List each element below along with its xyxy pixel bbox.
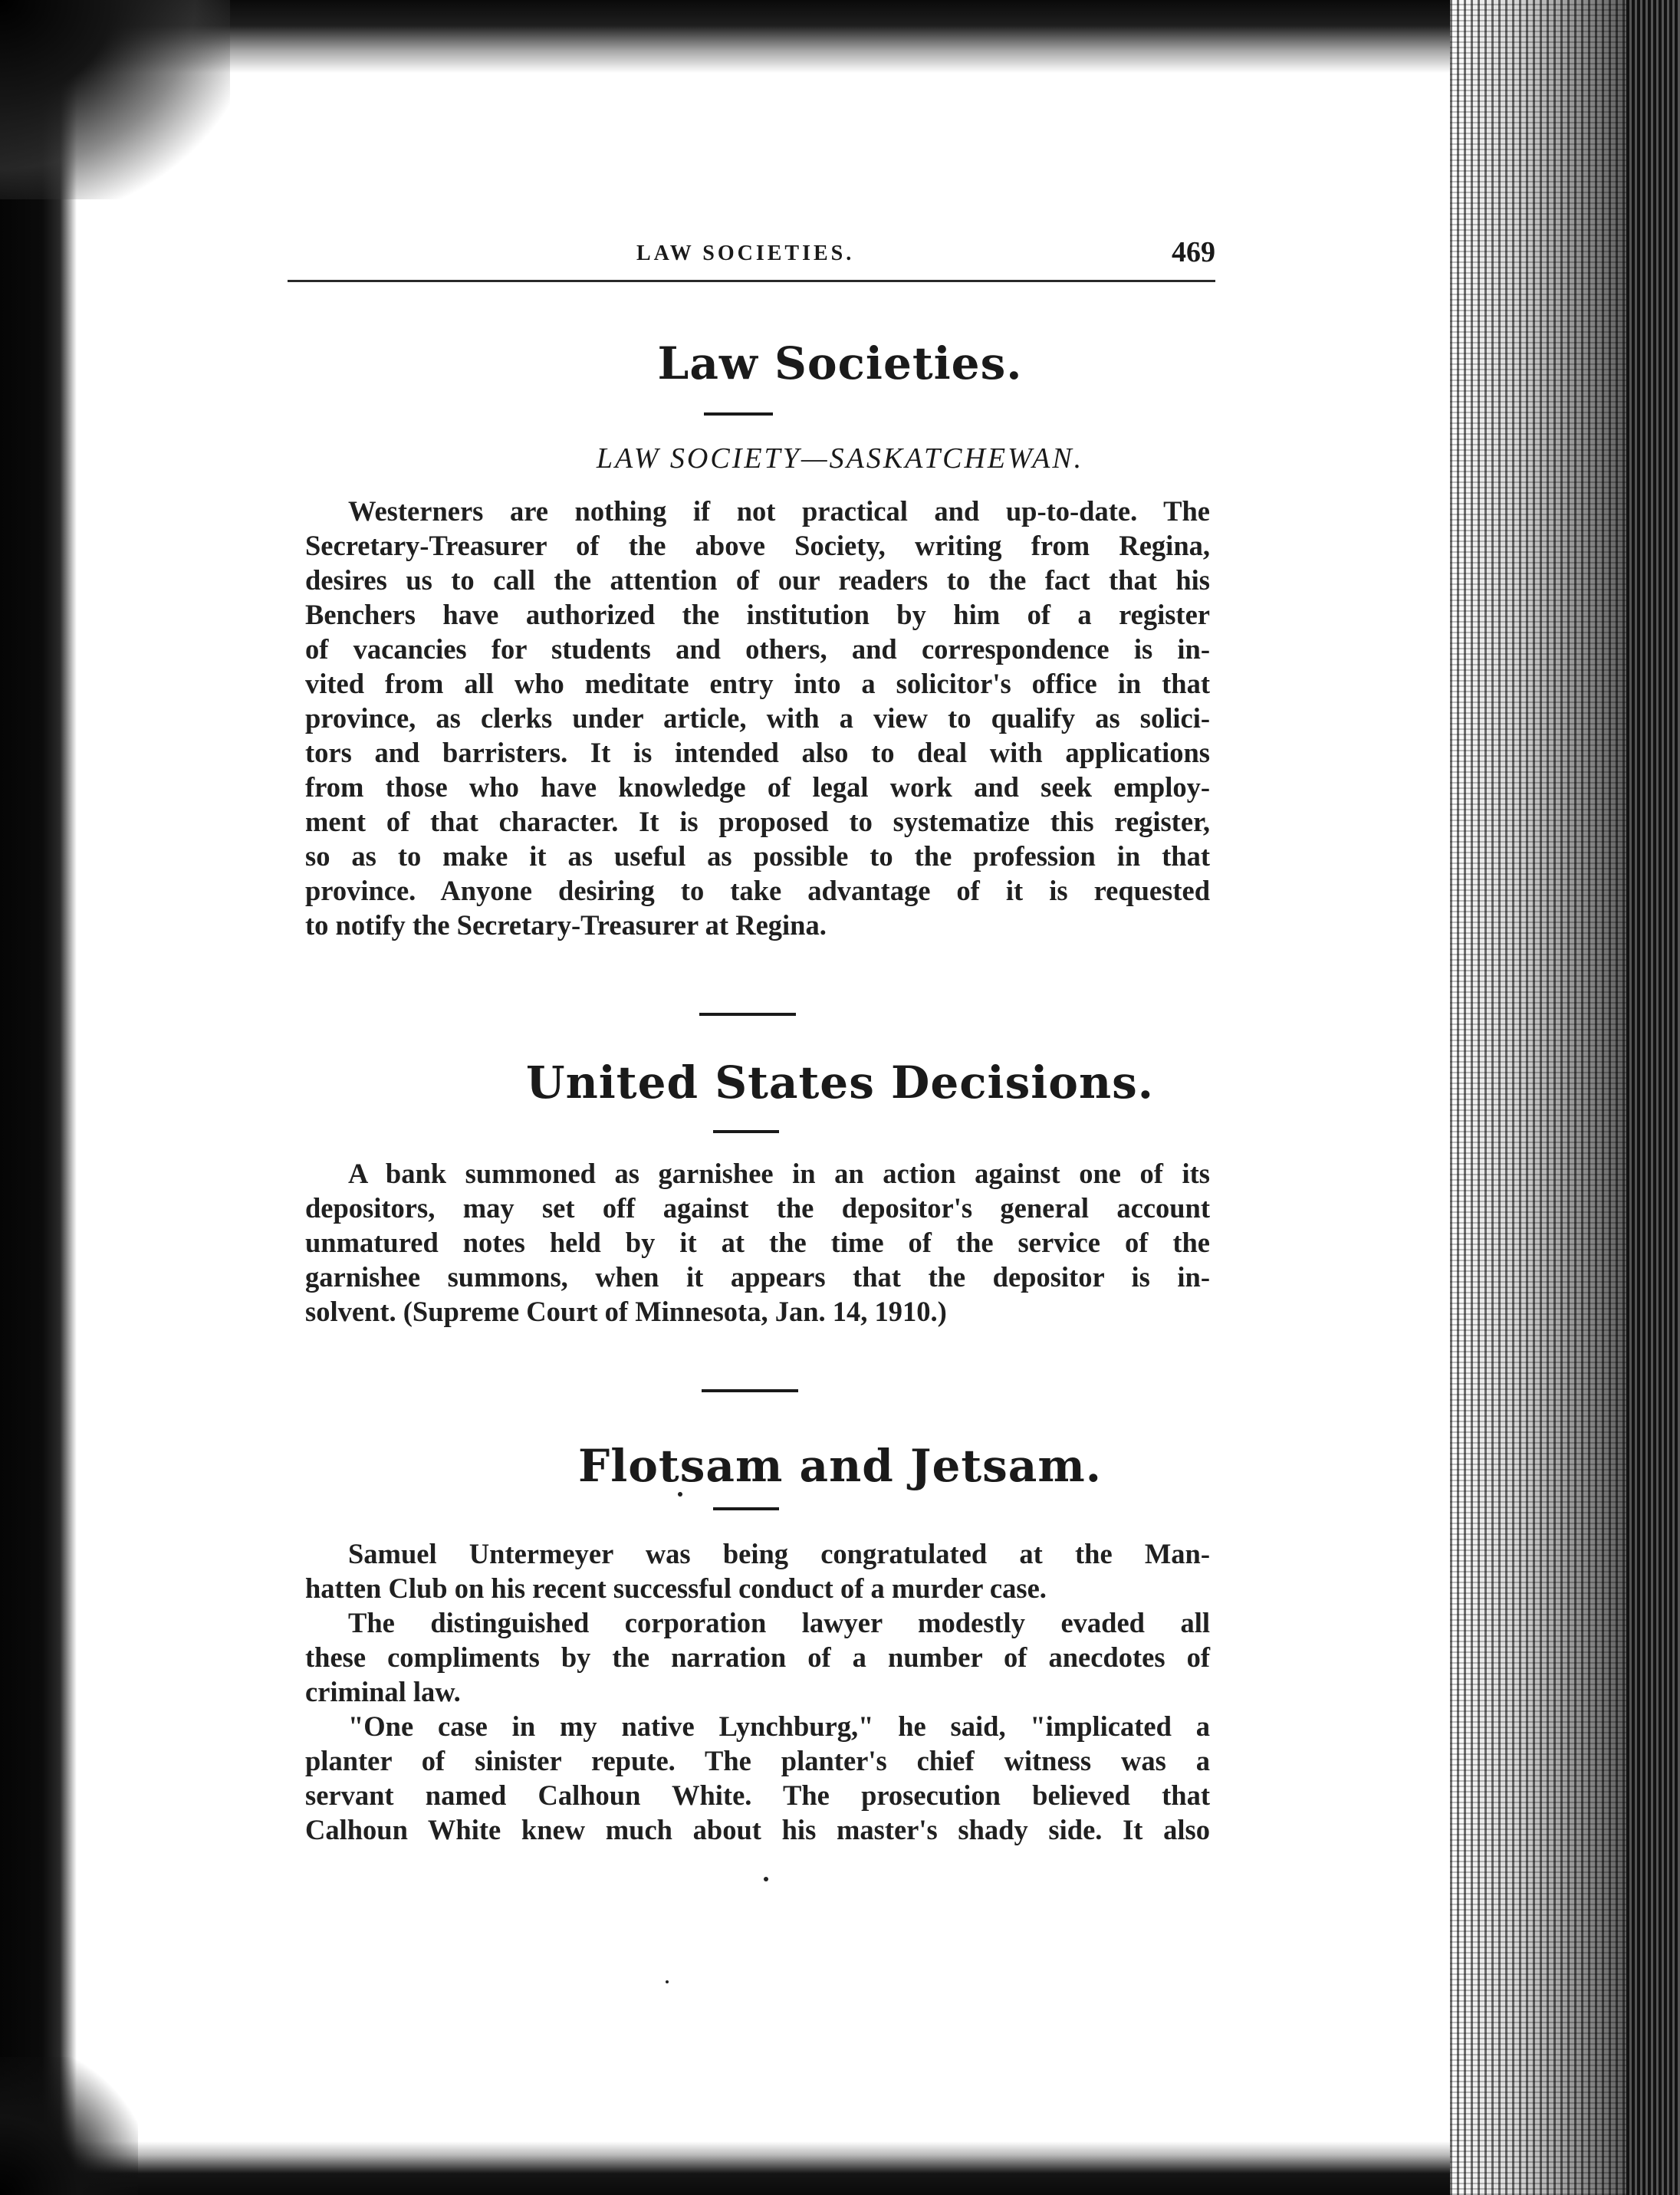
text-line: hatten Club on his recent successful conduct of a murder case. (305, 1572, 1047, 1604)
running-head-title: LAW SOCIETIES. (636, 242, 855, 265)
text-line: from those who have knowledge of legal work and seek employ- (305, 771, 1210, 803)
text-line: The distinguished corporation lawyer modestly evaded all (348, 1607, 1210, 1638)
text-line: Secretary-Treasurer of the above Society, writing from Regina, (305, 530, 1210, 561)
text-line: planter of sinister repute. The planter's chief witness was a (305, 1745, 1210, 1776)
section-title-united-states-decisions: United States Decisions. (526, 1056, 1154, 1109)
section-divider (704, 412, 773, 416)
paragraph-law-society (305, 494, 1210, 942)
text-line: A bank summoned as garnishee in an action against one of its (348, 1158, 1210, 1189)
text-line: of vacancies for students and others, and correspondence is in- (305, 633, 1210, 665)
text-line: desires us to call the attention of our readers to the fact that his (305, 564, 1210, 596)
text-line: Samuel Untermeyer was being congratulated at the Man- (348, 1538, 1210, 1569)
text-line: vited from all who meditate entry into a solicitor's office in that (305, 668, 1210, 699)
section-divider (702, 1389, 798, 1392)
paragraph-us-decisions (305, 1156, 1210, 1329)
text-line: province, as clerks under article, with a view to qualify as solici- (305, 702, 1210, 734)
text-line: unmatured notes held by it at the time of the service of the (305, 1227, 1210, 1258)
ink-speck (764, 1877, 768, 1881)
scan-corner-top-left (0, 0, 230, 199)
section-title-flotsam-and-jetsam: Flotsam and Jetsam. (578, 1440, 1102, 1492)
text-line: these compliments by the narration of a number of anecdotes of (305, 1641, 1210, 1673)
text-line: Westerners are nothing if not practical and up-to-date. The (348, 495, 1210, 527)
text-line: so as to make it as useful as possible to the profession in that (305, 840, 1210, 872)
text-line: garnishee summons, when it appears that the depositor is in- (305, 1261, 1210, 1293)
text-line: "One case in my native Lynchburg," he said, "implicated a (348, 1710, 1210, 1742)
text-line: servant named Calhoun White. The prosecution believed that (305, 1779, 1210, 1811)
text-line: Benchers have authorized the institution by him of a register (305, 599, 1210, 630)
section-divider (699, 1013, 796, 1016)
header-rule (288, 280, 1215, 282)
text-line: tors and barristers. It is intended also to deal with applications (305, 737, 1210, 768)
text-line: ment of that character. It is proposed to systematize this register, (305, 806, 1210, 837)
running-header (288, 236, 1215, 280)
ink-speck (678, 1492, 682, 1497)
section-title-law-societies: Law Societies. (657, 337, 1023, 389)
paragraph-flotsam (305, 1536, 1210, 1847)
text-line: depositors, may set off against the depositor's general account (305, 1192, 1210, 1224)
scan-corner-bottom-left (0, 2057, 138, 2195)
text-line: to notify the Secretary-Treasurer at Regina. (305, 909, 827, 941)
section-divider (713, 1507, 779, 1510)
section-subtitle-saskatchewan: LAW SOCIETY—SASKATCHEWAN. (596, 442, 1084, 475)
ink-speck (666, 1980, 669, 1983)
text-line: province. Anyone desiring to take advantage of it is requested (305, 875, 1210, 906)
section-divider (713, 1130, 779, 1133)
text-line: criminal law. (305, 1676, 461, 1707)
page-number: 469 (1172, 236, 1215, 268)
scan-shadow-bottom (0, 2141, 1457, 2195)
text-line: Calhoun White knew much about his master's shady side. It also (305, 1814, 1210, 1845)
text-line: solvent. (Supreme Court of Minnesota, Jan. 14, 1910.) (305, 1296, 947, 1327)
